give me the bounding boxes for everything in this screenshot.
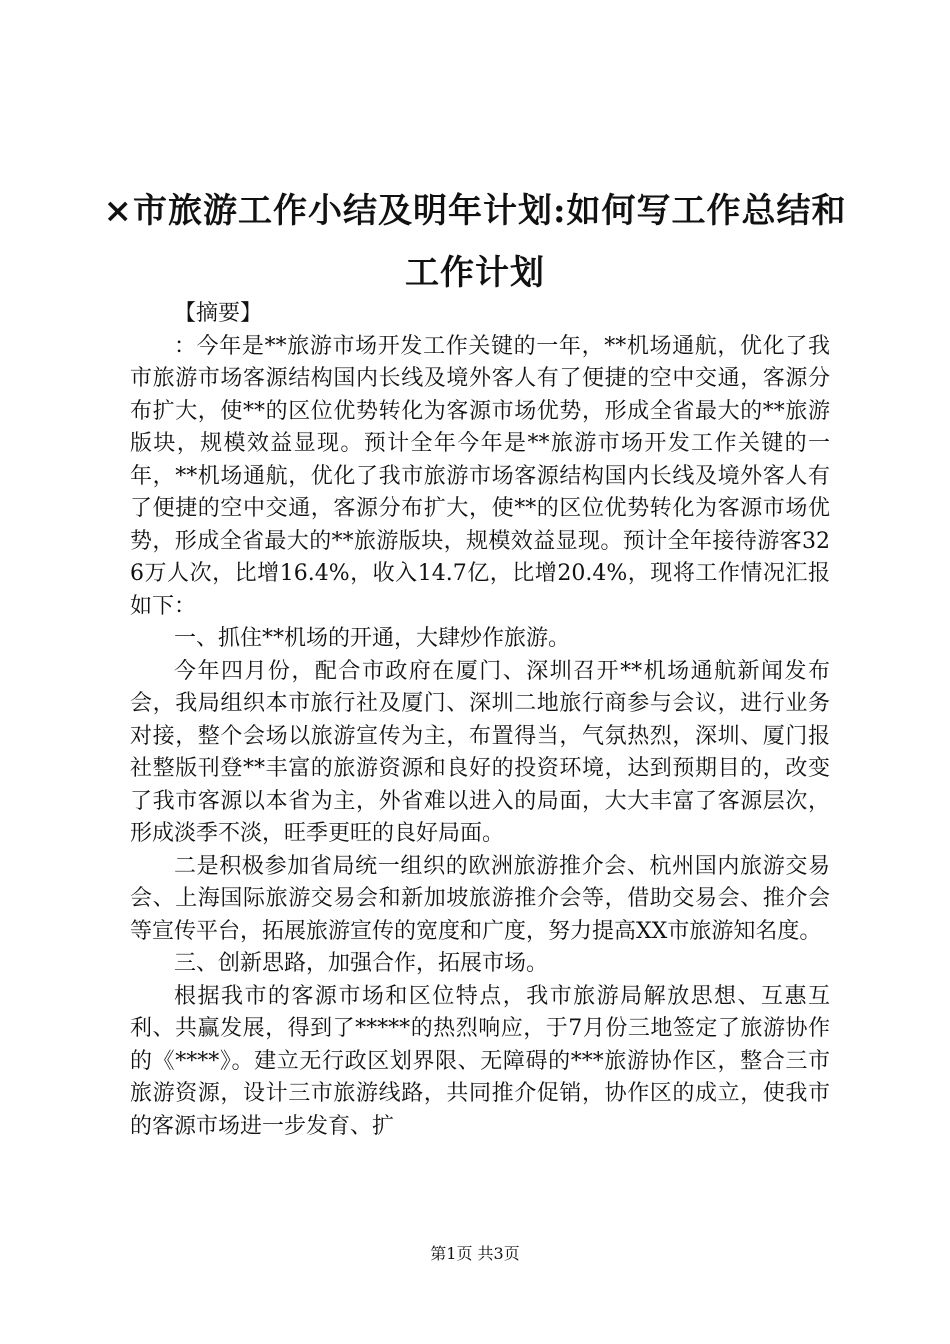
- paragraph: 二是积极参加省局统一组织的欧洲旅游推介会、杭州国内旅游交易会、上海国际旅游交易会和新加坡旅游推介会等，借助交易会、推介会等宣传平台，拓展旅游宣传的宽度和广度，努力提高XX市旅游知名度。: [130, 853, 830, 944]
- document-body: [130, 298, 830, 1143]
- paragraph: 根据我市的客源市场和区位特点，我市旅游局解放思想、互惠互利、共赢发展，得到了*****的热烈响应，于7月份三地签定了旅游协作的《****》。建立无行政区划界限、无障碍的***旅游协作区，整合三市旅游资源，设计三市旅游线路，共同推介促销，协作区的成立，使我市的客源市场进一步发育、扩: [130, 983, 830, 1139]
- section-heading: 三、创新思路，加强合作，拓展市场。: [174, 951, 549, 976]
- paragraph: ：今年是**旅游市场开发工作关键的一年，**机场通航，优化了我市旅游市场客源结构国内长线及境外客人有了便捷的空中交通，客源分布扩大，使**的区位优势转化为客源市场优势，形成全省最大的**旅游版块，规模效益显现。预计全年今年是**旅游市场开发工作关键的一年，**机场通航，优化了我市旅游市场客源结构国内长线及境外客人有了便捷的空中交通，客源分布扩大，使**的区位优势转化为客源市场优势，形成全省最大的**旅游版块，规模效益显现。预计全年接待游客326万人次，比增16.4%，收入14.7亿，比增20.4%，现将工作情况汇报如下：: [130, 333, 830, 619]
- document-title: ×市旅游工作小结及明年计划:如何写工作总结和工作计划: [103, 191, 847, 293]
- abstract-label: 【摘要】: [174, 301, 263, 326]
- paragraph: 今年四月份，配合市政府在厦门、深圳召开**机场通航新闻发布会，我局组织本市旅行社及厦门、深圳二地旅行商参与会议，进行业务对接，整个会场以旅游宣传为主，布置得当，气氛热烈，深圳、厦门报社整版刊登**丰富的旅游资源和良好的投资环境，达到预期目的，改变了我市客源以本省为主，外省难以进入的局面，大大丰富了客源层次，形成淡季不淡，旺季更旺的良好局面。: [130, 658, 830, 846]
- page-footer: 第1页 共3页: [430, 1244, 520, 1263]
- section-heading: 一、抓住**机场的开通，大肆炒作旅游。: [174, 626, 571, 651]
